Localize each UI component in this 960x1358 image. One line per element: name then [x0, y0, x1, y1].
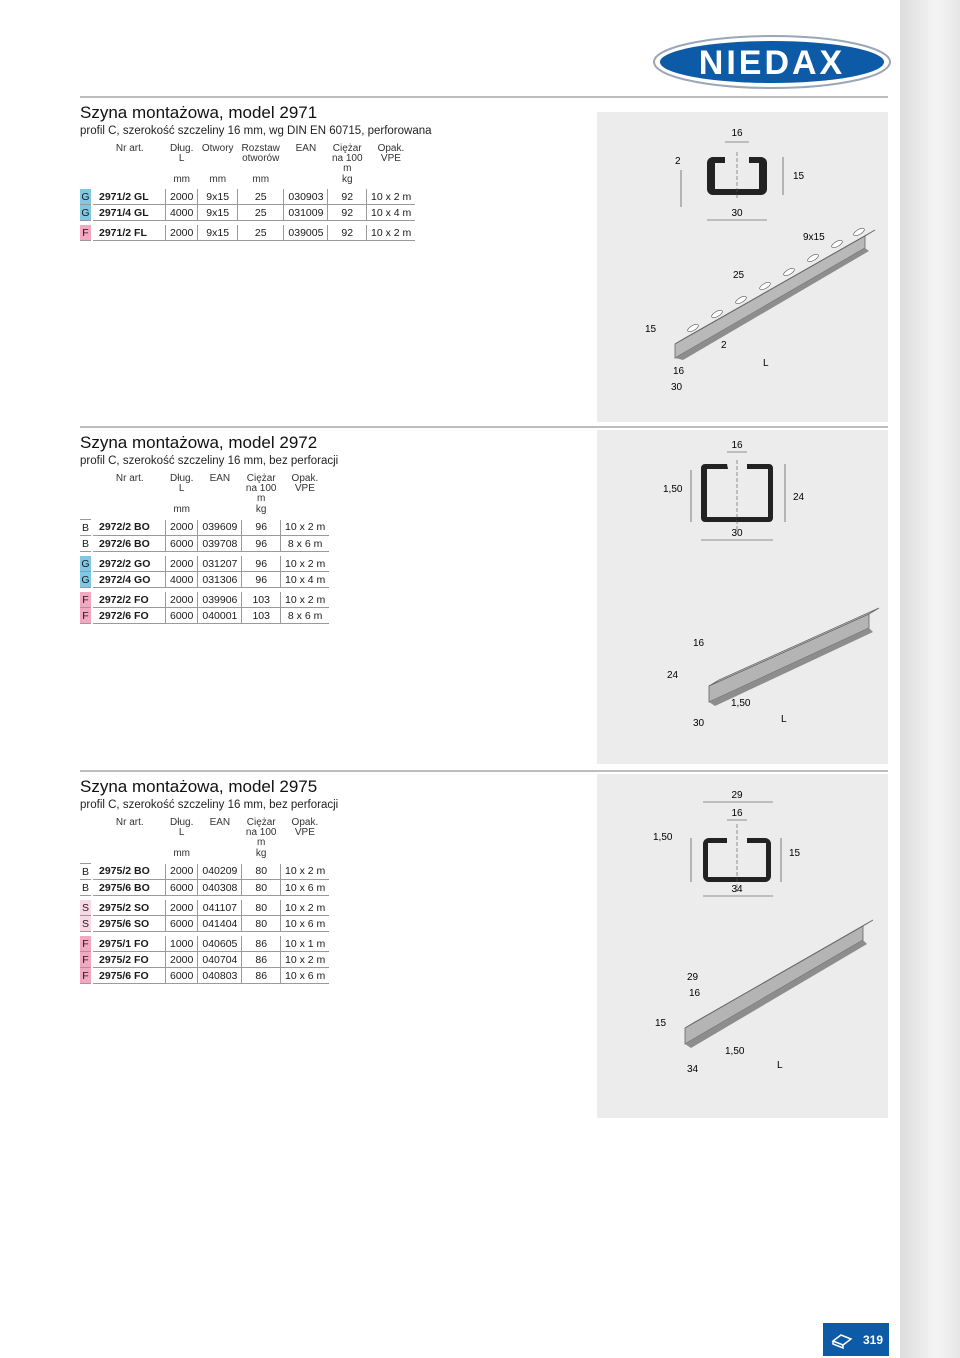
dim-bottom: 30 [731, 528, 743, 539]
side-strip [900, 0, 960, 1358]
table-cell: 2975/2 BO [99, 865, 150, 878]
table-cell: 2975/1 FO [99, 937, 149, 950]
table-cell: 2000 [166, 592, 198, 608]
dim-right: 15 [789, 848, 801, 859]
table-cell: 8 x 6 m [281, 536, 330, 552]
table-cell: 2972/6 FO [99, 609, 149, 622]
table-cell: 10 x 4 m [367, 205, 416, 221]
table-row [80, 968, 329, 984]
unit-kg: kg [255, 848, 267, 859]
table-cell: 2972/4 GO [99, 573, 151, 586]
table-cell: 039609 [198, 520, 242, 536]
unit-kg: kg [341, 174, 353, 185]
table-cell: 040001 [198, 608, 242, 624]
page-number-badge [823, 1323, 889, 1356]
table-cell: 10 x 6 m [281, 968, 330, 984]
table-row [80, 608, 329, 624]
table-row [80, 592, 329, 608]
table-cell: 86 [242, 952, 281, 968]
dim-L: L [763, 358, 769, 369]
table-cell: 041107 [198, 900, 242, 916]
table-cell: 2000 [166, 952, 198, 968]
spec-table [80, 473, 329, 624]
dim-left: 1,50 [653, 832, 673, 843]
col-nr: Nr art. [115, 473, 144, 484]
table-cell: 2972/6 BO [99, 537, 150, 550]
section-2972 [80, 433, 600, 624]
table-cell: 2971/4 GL [99, 206, 149, 219]
table-cell: 9x15 [198, 205, 238, 221]
section-divider [80, 96, 888, 98]
dim-L: L [781, 714, 787, 725]
dim-outer: 29 [731, 790, 743, 801]
table-cell: 9x15 [198, 225, 238, 241]
dim-p29: 29 [687, 972, 699, 983]
unit-mm: mm [209, 174, 227, 185]
table-cell: 92 [328, 225, 367, 241]
table-cell: 040605 [198, 936, 242, 952]
dim-right: 15 [793, 171, 805, 182]
dim-p34: 34 [687, 1064, 699, 1075]
col-ean: EAN [209, 817, 231, 828]
logo-text: NIEDAX [698, 44, 846, 82]
cable-tray-icon [831, 1329, 853, 1349]
table-cell: 031306 [198, 572, 242, 588]
section-2971 [80, 103, 600, 241]
table-cell: 10 x 6 m [281, 880, 330, 896]
table-cell: 92 [328, 205, 367, 221]
table-cell: 96 [242, 572, 281, 588]
table-row [80, 572, 329, 588]
dim-right: 24 [793, 492, 805, 503]
dim-bottom: 30 [731, 208, 743, 219]
table-cell: 2000 [166, 189, 198, 205]
color-code-cell: G [80, 572, 92, 588]
dim-top: 16 [731, 808, 743, 819]
table-cell: 96 [242, 556, 281, 572]
col-nr: Nr art. [115, 817, 144, 828]
dim-p16: 16 [693, 638, 705, 649]
table-cell: 10 x 2 m [281, 592, 330, 608]
dim-bottom: 34 [731, 884, 743, 895]
niedax-logo [652, 34, 892, 90]
table-cell: 25 [238, 205, 284, 221]
table-cell: 1000 [166, 936, 198, 952]
section-title: Szyna montażowa, model 2975 [80, 777, 318, 796]
table-cell: 2975/6 BO [99, 881, 150, 894]
table-cell: 86 [242, 936, 281, 952]
table-cell: 103 [242, 608, 281, 624]
table-cell: 2000 [166, 900, 198, 916]
table-row [80, 536, 329, 552]
dim-left: 2 [675, 156, 681, 167]
col-ciezar: Ciężar na 100 m [245, 473, 277, 504]
col-opak: Opak. VPE [291, 473, 319, 494]
table-cell: 80 [242, 916, 281, 932]
table-cell: 8 x 6 m [281, 608, 330, 624]
table-cell: 041404 [198, 916, 242, 932]
table-cell: 2000 [166, 225, 198, 241]
table-row [80, 880, 329, 896]
color-code-cell: S [80, 900, 92, 916]
color-code-cell: F [80, 608, 92, 624]
section-subtitle: profil C, szerokość szczeliny 16 mm, bez perforacji [80, 799, 339, 811]
page-number: 319 [862, 1332, 883, 1347]
color-code-cell: G [80, 556, 92, 572]
color-code-cell: B [80, 880, 92, 896]
table-cell: 6000 [166, 968, 198, 984]
table-cell: 2975/6 FO [99, 969, 149, 982]
col-dlug: Dług. L [170, 473, 194, 494]
color-code-cell: S [80, 916, 92, 932]
table-row [80, 900, 329, 916]
table-cell: 2975/6 SO [99, 917, 150, 930]
table-cell: 92 [328, 189, 367, 205]
dim-L: L [777, 1060, 783, 1071]
col-nr: Nr art. [115, 143, 144, 154]
dim-p150: 1,50 [731, 698, 751, 709]
table-cell: 039708 [198, 536, 242, 552]
section-title: Szyna montażowa, model 2971 [80, 103, 318, 122]
table-row [80, 556, 329, 572]
table-cell: 10 x 2 m [281, 900, 330, 916]
section-divider [80, 426, 888, 428]
dim-p30: 30 [693, 718, 705, 729]
color-code-cell: F [80, 225, 92, 241]
table-cell: 10 x 2 m [281, 952, 330, 968]
table-row [80, 189, 415, 205]
table-cell: 10 x 2 m [367, 189, 416, 205]
table-cell: 2972/2 GO [99, 557, 151, 570]
spec-table [80, 817, 329, 984]
profile-diagram-2972 [597, 430, 888, 764]
table-row [80, 916, 329, 932]
col-ciezar: Ciężar na 100 m [331, 143, 363, 174]
spec-table [80, 143, 415, 241]
table-cell: 2975/2 FO [99, 953, 149, 966]
profile-diagram-2975 [597, 774, 888, 1118]
section-title: Szyna montażowa, model 2972 [80, 433, 318, 452]
table-cell: 2971/2 GL [99, 190, 149, 203]
table-cell: 96 [242, 536, 281, 552]
col-dlug: Dług. L [170, 817, 194, 838]
dim-top: 16 [731, 128, 743, 139]
table-cell: 040308 [198, 880, 242, 896]
section-subtitle: profil C, szerokość szczeliny 16 mm, bez perforacji [80, 455, 339, 467]
table-cell: 10 x 2 m [281, 520, 330, 536]
table-cell: 10 x 1 m [281, 936, 330, 952]
dim-left: 1,50 [663, 484, 683, 495]
color-code-cell: F [80, 936, 92, 952]
table-cell: 96 [242, 520, 281, 536]
dim-pitch: 25 [733, 270, 745, 281]
table-cell: 040704 [198, 952, 242, 968]
table-cell: 4000 [166, 572, 198, 588]
table-cell: 80 [242, 900, 281, 916]
table-cell: 10 x 2 m [367, 225, 416, 241]
dim-p30: 30 [671, 382, 683, 393]
unit-mm: mm [173, 174, 191, 185]
color-code-cell: B [80, 520, 92, 536]
table-cell: 6000 [166, 880, 198, 896]
table-cell: 2000 [166, 520, 198, 536]
table-cell: 103 [242, 592, 281, 608]
table-row [80, 520, 329, 536]
profile-diagram-2971 [597, 112, 888, 422]
color-code-cell: F [80, 592, 92, 608]
table-cell: 2975/2 SO [99, 901, 150, 914]
col-otwory: Otwory [201, 143, 234, 154]
dim-holes: 9x15 [803, 232, 825, 243]
color-code-cell: F [80, 952, 92, 968]
table-cell: 6000 [166, 916, 198, 932]
table-cell: 039906 [198, 592, 242, 608]
table-row [80, 205, 415, 221]
table-cell: 4000 [166, 205, 198, 221]
dim-top: 16 [731, 440, 743, 451]
table-cell: 2000 [166, 556, 198, 572]
col-ciezar: Ciężar na 100 m [245, 817, 277, 848]
dim-p2: 2 [721, 340, 727, 351]
color-code-cell: G [80, 189, 92, 205]
table-cell: 10 x 6 m [281, 916, 330, 932]
table-cell: 030903 [284, 189, 328, 205]
table-cell: 2972/2 FO [99, 593, 149, 606]
table-cell: 040209 [198, 864, 242, 880]
table-cell: 86 [242, 968, 281, 984]
section-subtitle: profil C, szerokość szczeliny 16 mm, wg DIN EN 60715, perforowana [80, 125, 432, 137]
col-opak: Opak. VPE [291, 817, 319, 838]
col-dlug: Dług. L [170, 143, 194, 164]
col-ean: EAN [295, 143, 317, 154]
dim-p15: 15 [645, 324, 657, 335]
table-cell: 2972/2 BO [99, 521, 150, 534]
table-cell: 80 [242, 864, 281, 880]
table-cell: 6000 [166, 536, 198, 552]
table-cell: 80 [242, 880, 281, 896]
table-cell: 040803 [198, 968, 242, 984]
table-cell: 9x15 [198, 189, 238, 205]
table-cell: 039005 [284, 225, 328, 241]
table-row [80, 864, 329, 880]
color-code-cell: F [80, 968, 92, 984]
unit-kg: kg [255, 504, 267, 515]
dim-p24: 24 [667, 670, 679, 681]
col-opak: Opak. VPE [377, 143, 405, 164]
unit-mm: mm [173, 504, 191, 515]
table-cell: 2000 [166, 864, 198, 880]
dim-p15: 15 [655, 1018, 667, 1029]
table-cell: 6000 [166, 608, 198, 624]
table-cell: 10 x 2 m [281, 556, 330, 572]
dim-p16: 16 [673, 366, 685, 377]
color-code-cell: B [80, 536, 92, 552]
table-cell: 031207 [198, 556, 242, 572]
table-cell: 25 [238, 189, 284, 205]
table-row [80, 936, 329, 952]
dim-p16: 16 [689, 988, 701, 999]
table-cell: 10 x 4 m [281, 572, 330, 588]
table-cell: 25 [238, 225, 284, 241]
col-rozstaw: Rozstaw otworów [241, 143, 280, 164]
table-cell: 031009 [284, 205, 328, 221]
section-2975 [80, 777, 600, 984]
section-divider [80, 770, 888, 772]
col-ean: EAN [209, 473, 231, 484]
table-row [80, 225, 415, 241]
table-cell: 2971/2 FL [99, 226, 147, 239]
unit-mm: mm [173, 848, 191, 859]
color-code-cell: B [80, 864, 92, 880]
color-code-cell: G [80, 205, 92, 221]
unit-mm: mm [252, 174, 270, 185]
table-cell: 10 x 2 m [281, 864, 330, 880]
table-row [80, 952, 329, 968]
dim-p150: 1,50 [725, 1046, 745, 1057]
